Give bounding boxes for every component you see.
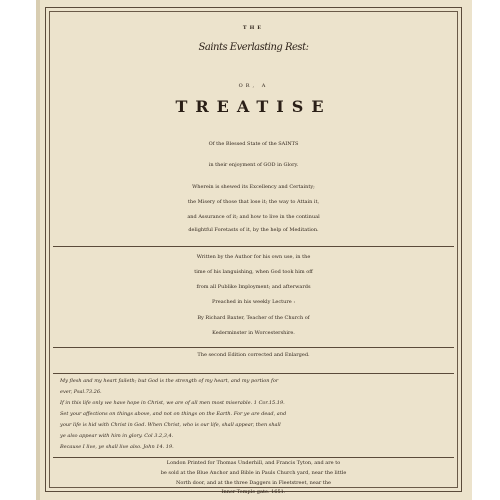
description-line: and Assurance of it; and how to live in the continual	[187, 214, 320, 220]
description-line: delightful Foretasts of it, by the help of Meditation.	[188, 227, 319, 233]
imprint-line: North door, and at the three Daggers in Fleetstreet, near the	[175, 480, 331, 486]
author-name: By Richard Baxter, Teacher of the Church of	[197, 315, 310, 321]
divider	[53, 246, 454, 247]
verse-line: your life is hid with Christ in God. When Christ, who is our life, shall appear, then shall	[60, 422, 281, 428]
subtitle-in: in their enjoyment of GOD in Glory.	[208, 162, 299, 168]
verse-line: My flesh and my heart faileth; but God is the strength of my heart, and my portion for	[60, 378, 279, 384]
imprint-line: be sold at the Blue Anchor and Bible in Pauls Church yard, near the little	[160, 470, 347, 476]
inner-border	[49, 11, 458, 495]
authorship-line: from all Publike Imployment; and afterwards	[196, 284, 311, 290]
authorship-line: Written by the Author for his own use, in the	[196, 254, 311, 260]
author-place: Kederminster in Worcestershire.	[212, 330, 295, 336]
verse-line: Because I live, ye shall live also. John 14. 19.	[60, 444, 174, 450]
authorship-line: Preached in his weekly Lecture :	[211, 299, 296, 305]
title-the: THE	[242, 25, 265, 31]
imprint-line: London Printed for Thomas Underhill, and Francis Tyton, and are to	[166, 460, 341, 466]
divider	[53, 347, 454, 348]
main-title: Saints Everlasting Rest:	[198, 42, 309, 53]
verse-line: ever, Psal.73.26.	[60, 389, 102, 395]
title-treatise: TREATISE	[175, 97, 332, 116]
border-frame	[45, 7, 462, 495]
verse-line: ye also appear with him in glory. Col 3.2,3,4.	[60, 433, 174, 439]
divider	[53, 457, 454, 458]
imprint-line: Inner-Temple gate. 1651.	[221, 489, 286, 495]
verse-line: If in this life only we have hope in Christ, we are of all men most miserable. 1 Cor.15.19.	[60, 400, 285, 406]
description-line: the Misery of those that lose it; the way to Attain it,	[187, 199, 320, 205]
verse-line: Set your affections on things above, and not on things on the Earth. For ye are dead, and	[60, 411, 287, 417]
divider	[53, 373, 454, 374]
edition-statement: The second Edition corrected and Enlarged.	[197, 352, 310, 358]
authorship-line: time of his languishing, when God took him off	[194, 269, 313, 275]
title-or: OR, A	[238, 83, 269, 89]
description-line: Wherein is shewed its Excellency and Certainty;	[192, 184, 315, 190]
subtitle-of: Of the Blessed State of the SAINTS	[208, 141, 299, 147]
